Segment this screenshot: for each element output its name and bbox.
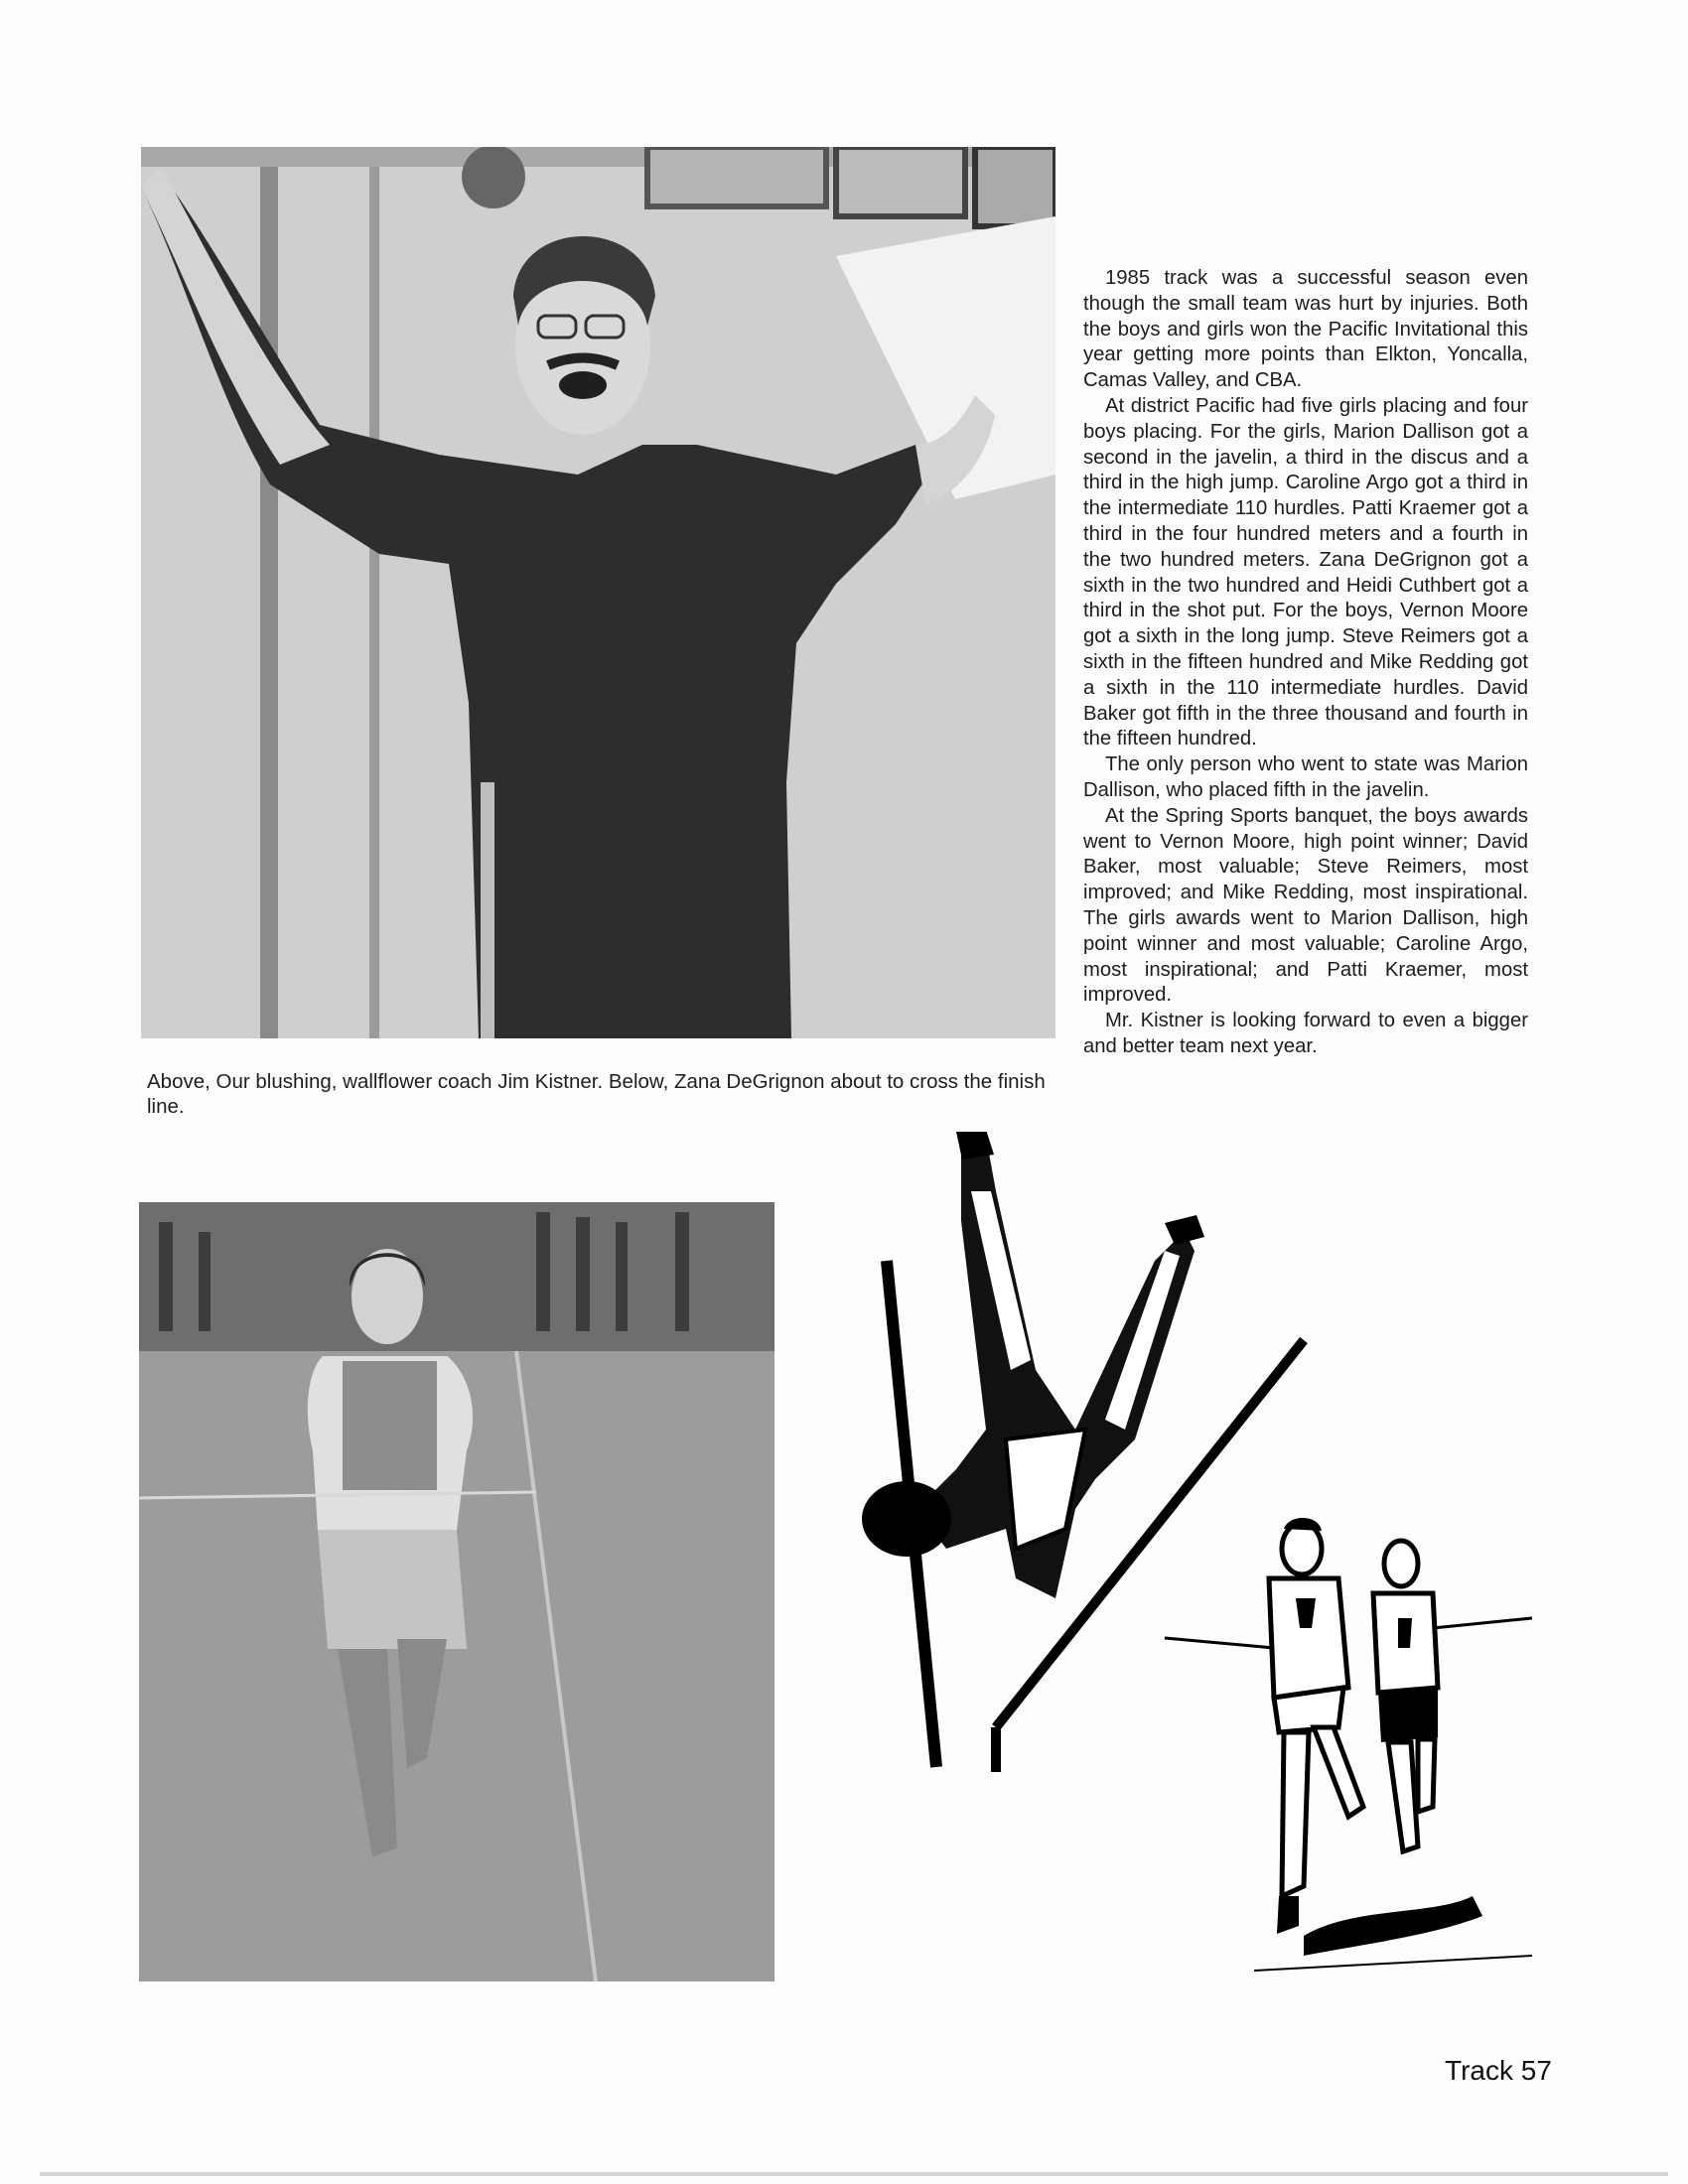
article-paragraph: At the Spring Sports banquet, the boys awards went to Vernon Moore, high point winner; David Baker, most valuable; Steve Reimers, most improved; and Mike Redding, most inspirational. The girls awards went to Marion Dallison, high point winner and most valuable; Caroline Argo, most inspirational; and Patti Kraemer, most improved.	[1083, 804, 1528, 1007]
article-paragraph: 1985 track was a successful season even though the small team was hurt by injuries. Both the boys and girls won the Pacific Invitational this year getting more points than Elkton, Yoncalla, Camas Valley, and CBA.	[1083, 267, 1528, 392]
track-illustration	[837, 1132, 1552, 1983]
article-paragraph: At district Pacific had five girls placing and four boys placing. For the girls, Marion Dallison got a second in the javelin, a third in the discus and a third in the high jump. Caroline Argo got a third in the intermediate 110 hurdles. Patti Kraemer got a third in the four hundred meters and a fourth in the two hundred meters. Zana DeGrignon got a sixth in the two hundred and Heidi Cuthbert got a third in the shot put. For the boys, Vernon Moore got a sixth in the long jump. Steve Reimers got a sixth in the fifteen hundred and Mike Redding got a sixth in the 110 intermediate hurdles. David Baker got fifth in the three thousand and fourth in the fifteen hundred.	[1083, 394, 1528, 751]
page-footer	[1445, 2055, 1552, 2087]
runners-drawing	[1165, 1518, 1532, 1971]
runner-photo-image	[139, 1202, 774, 1981]
article-paragraph: The only person who went to state was Marion Dallison, who placed fifth in the javelin.	[1083, 753, 1528, 801]
page-number: 57	[1520, 2055, 1552, 2086]
article-paragraph: Mr. Kistner is looking forward to even a bigger and better team next year.	[1083, 1010, 1528, 1057]
section-name: Track	[1445, 2055, 1513, 2086]
pole-vaulter-drawing	[862, 1132, 1304, 1772]
coach-photo-image	[141, 147, 1055, 1038]
article-body	[1083, 266, 1528, 1060]
bottom-rule	[40, 2172, 1668, 2176]
coach-photo	[141, 147, 1055, 1038]
runner-photo	[139, 1202, 774, 1981]
photo-caption: Above, Our blushing, wallflower coach Jim Kistner. Below, Zana DeGrignon about to cross the finish line.	[147, 1070, 1046, 1118]
